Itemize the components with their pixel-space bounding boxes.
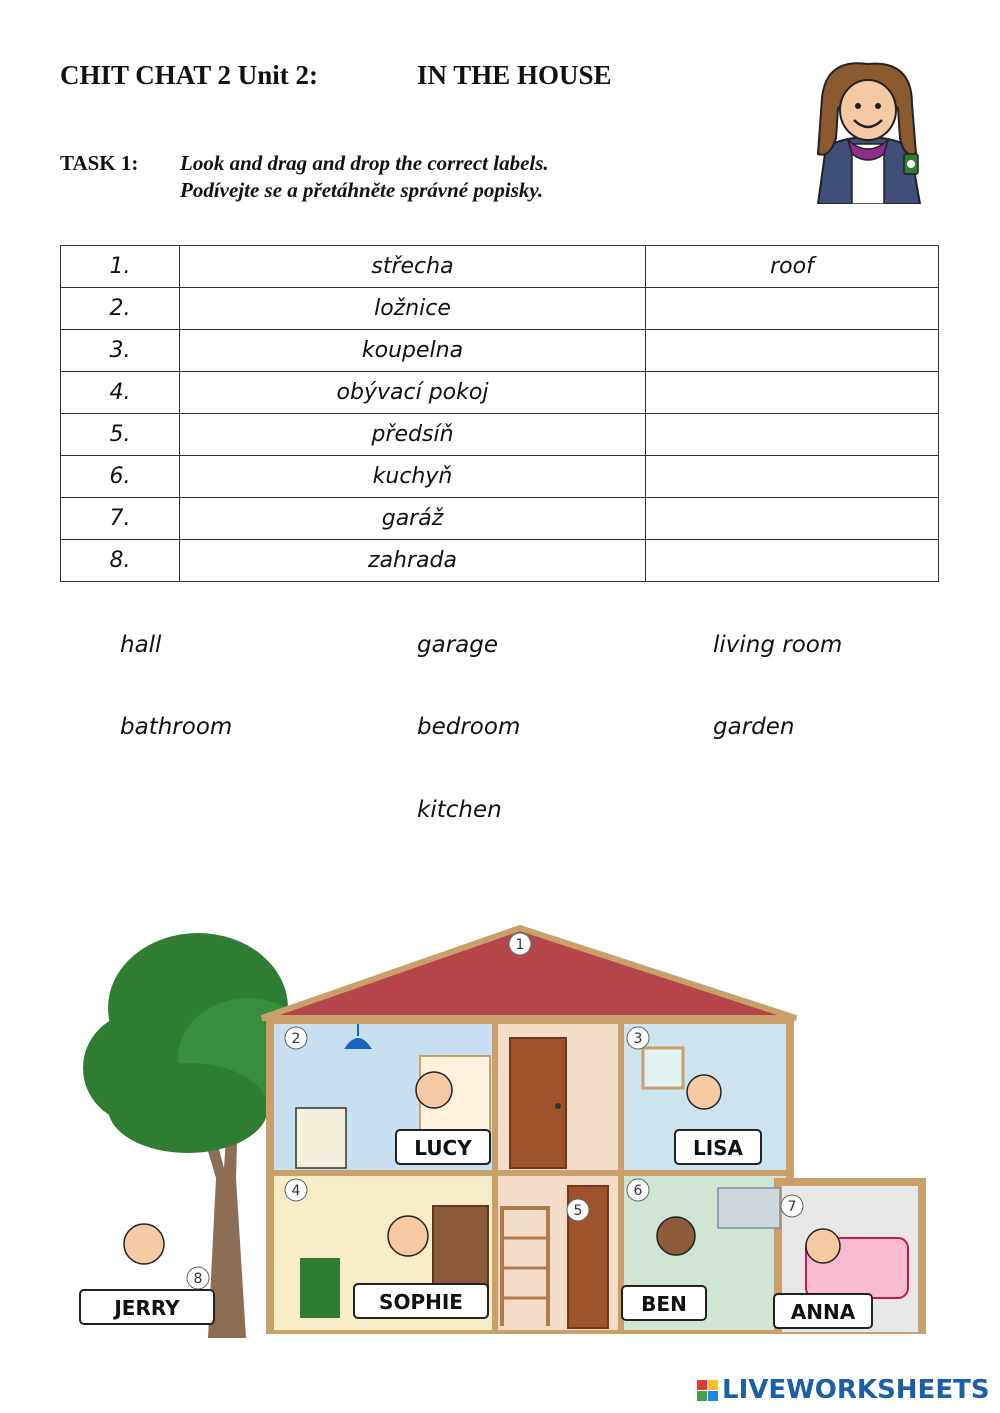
person-label-lucy: LUCY [414, 1136, 472, 1160]
brand-name: LIVEWORKSHEETS [722, 1375, 990, 1405]
word-label-bedroom[interactable]: bedroom [417, 714, 521, 740]
table-row [61, 246, 939, 288]
person-label-sophie: SOPHIE [379, 1290, 463, 1314]
answer-drop-zone[interactable]: roof [646, 246, 939, 288]
answer-drop-zone[interactable] [646, 330, 939, 372]
answer-drop-zone[interactable] [646, 456, 939, 498]
teacher-illustration [808, 58, 928, 204]
room-number-7: 7 [787, 1199, 797, 1215]
table-row [61, 456, 939, 498]
answer-drop-zone[interactable] [646, 372, 939, 414]
task-label: TASK 1: [60, 151, 139, 175]
instruction-en: Look and drag and drop the correct labels. [180, 151, 549, 175]
liveworksheets-logo [697, 1373, 990, 1407]
instruction-cz: Podívejte se a přetáhněte správné popisky. [180, 178, 544, 202]
czech-word: předsíň [180, 414, 646, 456]
row-number: 7. [61, 498, 180, 540]
row-number: 4. [61, 372, 180, 414]
room-number-8: 8 [193, 1271, 203, 1287]
answer-drop-zone[interactable] [646, 498, 939, 540]
czech-word: kuchyň [180, 456, 646, 498]
table-row [61, 540, 939, 582]
word-label-living-room[interactable]: living room [713, 632, 843, 658]
answer-drop-zone[interactable] [646, 288, 939, 330]
room-number-4: 4 [291, 1183, 301, 1199]
word-label-bathroom[interactable]: bathroom [120, 714, 233, 740]
czech-word: koupelna [180, 330, 646, 372]
word-label-hall[interactable]: hall [120, 632, 162, 658]
table-row [61, 414, 939, 456]
answer-drop-zone[interactable] [646, 540, 939, 582]
person-label-ben: BEN [641, 1292, 687, 1316]
room-number-3: 3 [633, 1031, 643, 1047]
person-label-anna: ANNA [790, 1300, 856, 1324]
table-row [61, 288, 939, 330]
house-illustration [78, 918, 938, 1338]
room-number-1: 1 [515, 937, 525, 953]
word-label-garage[interactable]: garage [417, 632, 498, 658]
person-label-lisa: LISA [692, 1136, 744, 1160]
row-number: 3. [61, 330, 180, 372]
title-left: CHIT CHAT 2 Unit 2: [60, 60, 319, 90]
word-label-garden[interactable]: garden [713, 714, 795, 740]
czech-word: garáž [180, 498, 646, 540]
table-row [61, 372, 939, 414]
answer-drop-zone[interactable] [646, 414, 939, 456]
row-number: 8. [61, 540, 180, 582]
czech-word: obývací pokoj [180, 372, 646, 414]
logo-mark [697, 1380, 718, 1401]
row-number: 1. [61, 246, 180, 288]
word-label-kitchen[interactable]: kitchen [417, 797, 502, 823]
row-number: 6. [61, 456, 180, 498]
czech-word: ložnice [180, 288, 646, 330]
person-label-jerry: JERRY [114, 1296, 180, 1320]
czech-word: střecha [180, 246, 646, 288]
table-row [61, 498, 939, 540]
row-number: 5. [61, 414, 180, 456]
row-number: 2. [61, 288, 180, 330]
room-number-6: 6 [633, 1183, 643, 1199]
vocabulary-table [60, 245, 939, 582]
title-right: IN THE HOUSE [417, 60, 612, 90]
table-row [61, 330, 939, 372]
room-number-5: 5 [573, 1203, 583, 1219]
page-title [60, 60, 612, 91]
czech-word: zahrada [180, 540, 646, 582]
room-number-2: 2 [291, 1031, 301, 1047]
